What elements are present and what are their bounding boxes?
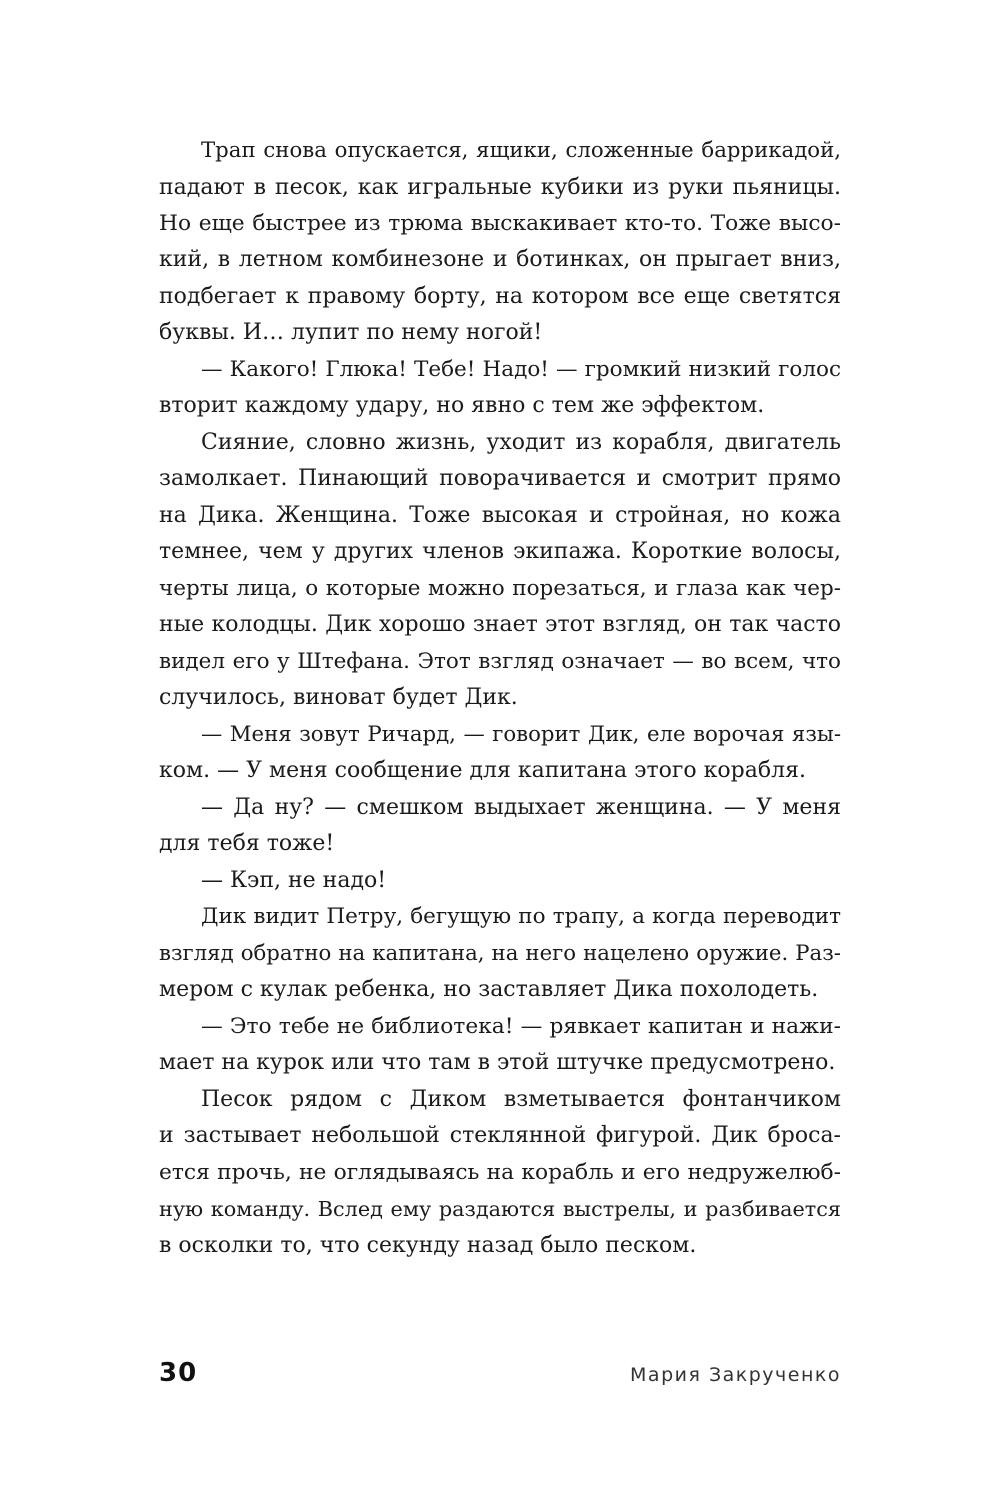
text-line: — Меня зовут Ричард, — говорит Дик, еле ворочая язы- [201, 722, 841, 747]
text-line: случилось, виноват будет Дик. [159, 685, 518, 710]
text-line: буквы. И… лупит по нему ногой! [159, 320, 543, 345]
text-line: Дик видит Петру, бегущую по трапу, а когда переводит [201, 904, 841, 929]
text-line: ную команду. Вслед ему раздаются выстрелы, и разбивается [159, 1197, 841, 1221]
text-line: — Это тебе не библиотека! — рявкает капитан и нажи- [201, 1014, 841, 1039]
text-line: ется прочь, не оглядываясь на корабль и его недружелюб- [159, 1160, 841, 1185]
text-line: Но еще быстрее из трюма выскакивает кто-то. Тоже высо- [159, 211, 841, 236]
text-line: ком. — У меня сообщение для капитана этого корабля. [159, 758, 806, 783]
text-line: подбегает к правому борту, на котором все еще светятся [159, 284, 841, 309]
text-line: взгляд обратно на капитана, на него нацелено оружие. Раз- [159, 941, 841, 966]
text-line: — Да ну? — смешком выдыхает женщина. — У меня [201, 795, 841, 820]
text-line: Песок рядом с Диком взметывается фонтанчиком [201, 1087, 841, 1112]
text-line: падают в песок, как игральные кубики из руки пьяницы. [159, 175, 841, 200]
text-line: мером с кулак ребенка, но заставляет Дика похолодеть. [159, 977, 819, 1002]
text-line: вторит каждому удару, но явно с тем же эффектом. [159, 393, 765, 418]
page-number: 30 [159, 1358, 198, 1388]
running-footer-author: Мария Закрученко [630, 1364, 841, 1386]
text-line: на Дика. Женщина. Тоже высокая и стройная, но кожа [159, 503, 841, 528]
text-line: ные колодцы. Дик хорошо знает этот взгляд, он так часто [159, 612, 841, 637]
text-line: темнее, чем у других членов экипажа. Короткие волосы, [159, 539, 841, 564]
text-line: в осколки то, что секунду назад было песком. [159, 1233, 697, 1258]
text-line: — Кэп, не надо! [201, 868, 387, 893]
text-line: — Какого! Глюка! Тебе! Надо! — громкий низкий голос [201, 357, 841, 382]
text-line: видел его у Штефана. Этот взгляд означает — во всем, что [159, 649, 841, 674]
text-line: мает на курок или что там в этой штучке предусмотрено. [159, 1050, 836, 1075]
text-line: и застывает небольшой стеклянной фигурой. Дик броса- [159, 1123, 841, 1148]
text-line: Трап снова опускается, ящики, сложенные баррикадой, [201, 138, 841, 163]
text-line: для тебя тоже! [159, 831, 335, 856]
text-line: Сияние, словно жизнь, уходит из корабля, двигатель [201, 430, 841, 455]
text-line: черты лица, о которые можно порезаться, и глаза как чер- [159, 576, 841, 601]
text-line: замолкает. Пинающий поворачивается и смотрит прямо [159, 466, 841, 491]
text-line: кий, в летном комбинезоне и ботинках, он прыгает вниз, [159, 247, 841, 272]
